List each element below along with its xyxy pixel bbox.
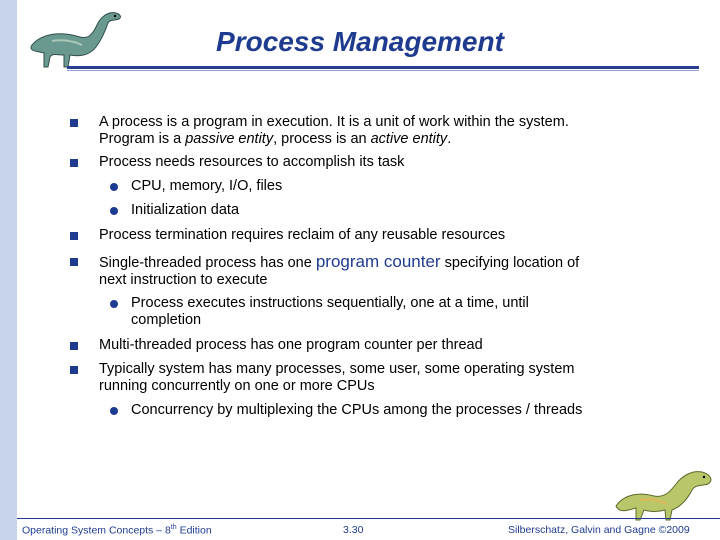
- bullet-4: [99, 253, 659, 289]
- bullet-4-sub: [131, 295, 651, 329]
- footer-book-title-pre: Operating System Concepts – 8: [22, 524, 171, 537]
- bullet-6-sub: Concurrency by multiplexing the CPUs among the processes / threads: [131, 402, 583, 418]
- footer-rule: [17, 518, 720, 519]
- footer-page-number: 3.30: [343, 524, 364, 536]
- program-counter-term: program counter: [315, 252, 441, 271]
- footer-book-title-sup: th: [170, 524, 177, 531]
- round-bullet-icon: [110, 300, 118, 308]
- round-bullet-icon: [110, 207, 118, 215]
- square-bullet-icon: [70, 366, 78, 374]
- round-bullet-icon: [110, 407, 118, 415]
- bullet-4-post: specifying location of: [440, 255, 580, 271]
- square-bullet-icon: [70, 258, 78, 266]
- bullet-4-pre: Single-threaded process has one: [99, 255, 316, 271]
- footer-authors: Silberschatz, Galvin and Gagne ©2009: [508, 524, 690, 536]
- bullet-1-line2-mid: , process is an: [273, 131, 371, 147]
- square-bullet-icon: [70, 342, 78, 350]
- bullet-1: [99, 114, 659, 148]
- bullet-2-sub-1: CPU, memory, I/O, files: [131, 178, 283, 194]
- dinosaur-bottom-icon: [610, 462, 716, 524]
- round-bullet-icon: [110, 183, 118, 191]
- bullet-2-sub-2: Initialization data: [131, 202, 240, 218]
- bullet-4-sub-line1: Process executes instructions sequentially, one at a time, until: [131, 295, 529, 311]
- square-bullet-icon: [70, 159, 78, 167]
- bullet-4-sub-line2: completion: [131, 312, 202, 328]
- bullet-4-line2: next instruction to execute: [99, 272, 268, 288]
- square-bullet-icon: [70, 119, 78, 127]
- bullet-6-line1: Typically system has many processes, some user, some operating system: [99, 361, 575, 377]
- page-title: Process Management: [216, 26, 504, 57]
- bullet-1-line2-end: .: [447, 131, 452, 147]
- bullet-1-active-entity: active entity: [370, 131, 448, 147]
- footer-book-title-post: Edition: [176, 524, 212, 537]
- bullet-6: [99, 361, 659, 395]
- bullet-6-line2: running concurrently on one or more CPUs: [99, 378, 375, 394]
- footer-book-title: [22, 524, 212, 537]
- bullet-1-passive-entity: passive entity: [185, 131, 274, 147]
- bullet-2: Process needs resources to accomplish its task: [99, 154, 405, 170]
- bullet-1-line2-pre: Program is a: [99, 131, 186, 147]
- bullet-3: Process termination requires reclaim of any reusable resources: [99, 227, 506, 243]
- bullet-1-line1: A process is a program in execution. It is a unit of work within the system.: [99, 114, 569, 130]
- bullet-5: Multi-threaded process has one program counter per thread: [99, 337, 483, 353]
- square-bullet-icon: [70, 232, 78, 240]
